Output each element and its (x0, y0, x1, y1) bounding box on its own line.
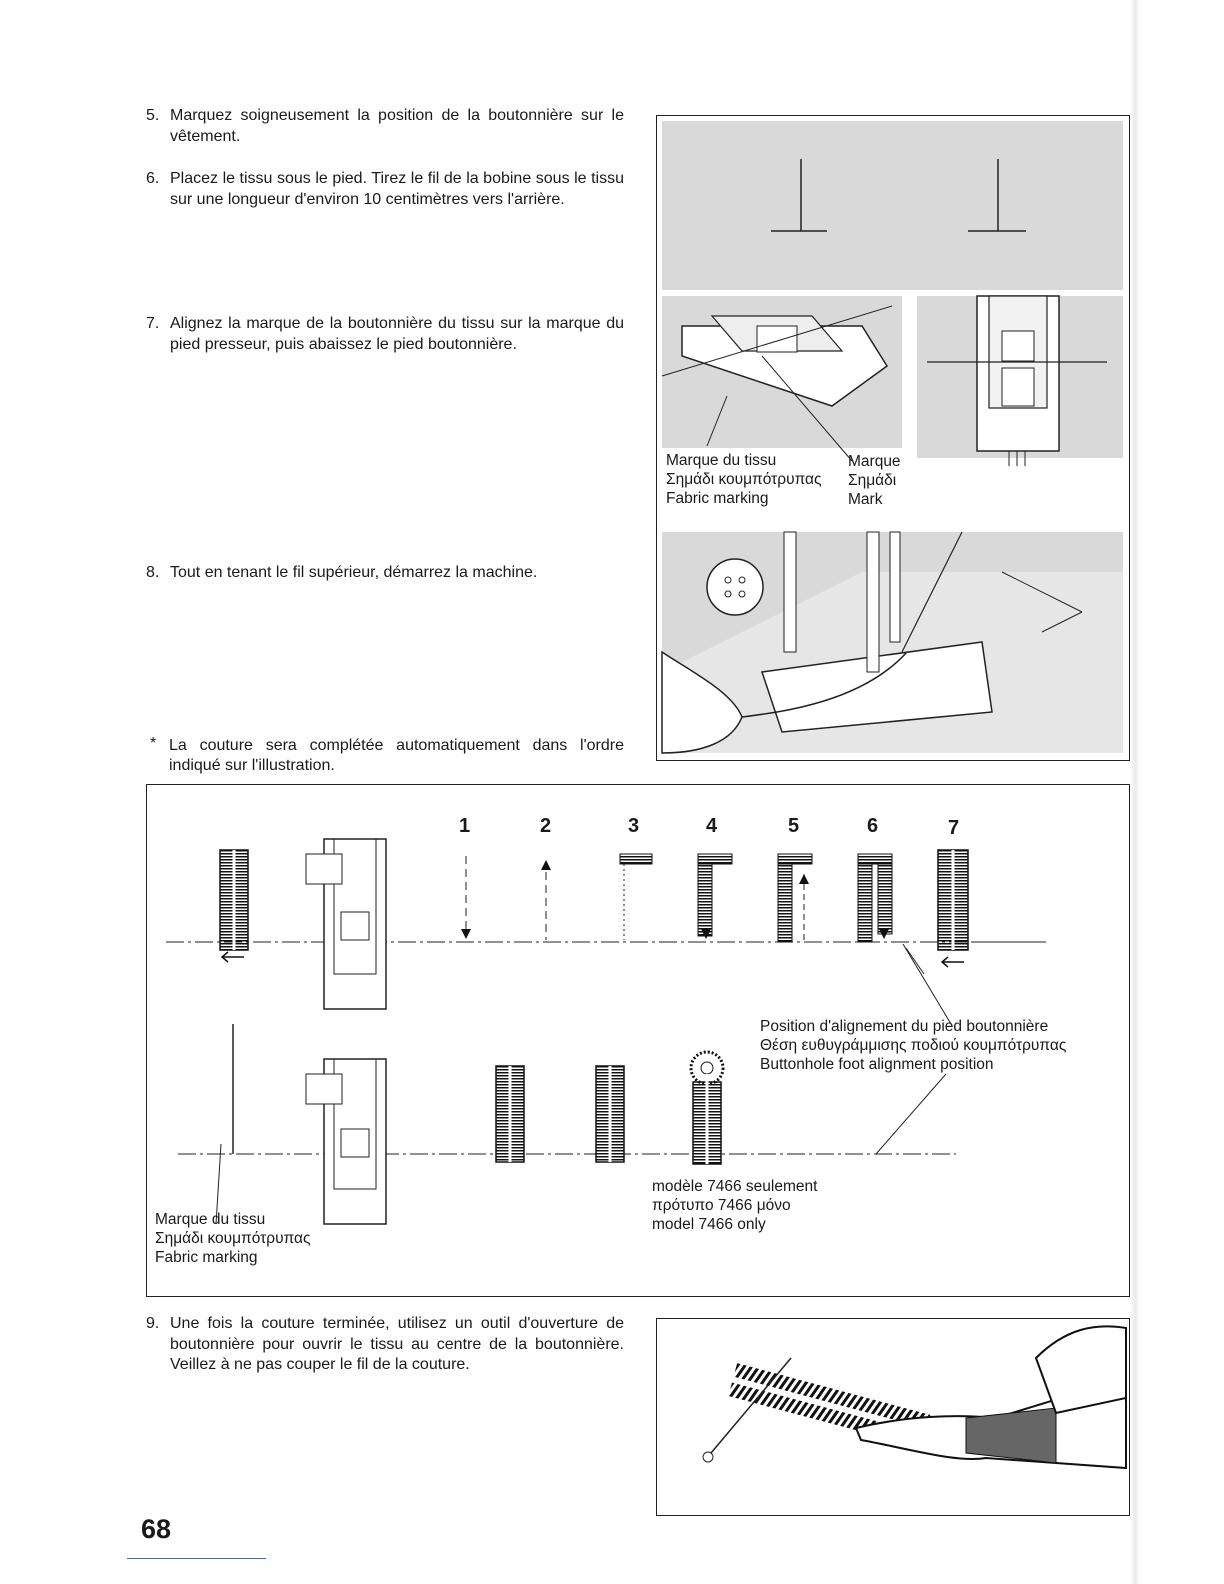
label-english: Mark (848, 491, 883, 508)
label-french: modèle 7466 seulement (652, 1178, 818, 1195)
step-text: Placez le tissu sous le pied. Tirez le fil de la bobine sous le tissu sur une longueur d'environ 10 centimètres vers l'arrière. (170, 170, 624, 208)
step-9 (146, 1314, 624, 1376)
label-greek: Σημάδι κουμπότρυπας (155, 1230, 311, 1247)
step-text: Tout en tenant le fil supérieur, démarrez la machine. (170, 564, 538, 581)
foot-top-view-illustration (917, 296, 1123, 458)
step-5 (146, 106, 624, 147)
model-only-label (652, 1177, 817, 1234)
sequence-step-number: 3 (628, 815, 640, 837)
page-edge-shadow (1130, 0, 1140, 1584)
note-asterisk: * (150, 735, 157, 752)
label-greek: Σημάδι (848, 472, 897, 489)
fabric-marking-label-diagram (155, 1210, 310, 1267)
label-greek: Θέση ευθυγράμμισης ποδιού κουμπότρυπας (760, 1037, 1067, 1054)
label-english: Fabric marking (666, 490, 769, 507)
step-number: 5. (146, 107, 160, 124)
step-text: Marquez soigneusement la position de la boutonnière sur le vêtement. (170, 107, 624, 145)
label-greek: Σημάδι κουμπότρυπας (666, 471, 822, 488)
alignment-position-label (760, 1017, 1066, 1074)
sequence-step-number: 4 (706, 815, 718, 837)
sequence-step-number: 5 (788, 815, 800, 837)
step-8 (146, 563, 624, 584)
sequence-step-number: 1 (459, 815, 471, 837)
sequence-step-number: 6 (867, 815, 879, 837)
seam-ripper-illustration (656, 1318, 1128, 1514)
presser-foot-illustration (662, 296, 902, 448)
label-french: Position d'alignement du pied boutonnière (760, 1018, 1049, 1035)
step-text: Une fois la couture terminée, utilisez un outil d'ouverture de boutonnière pour ouvrir le tissu au centre de la boutonnière. Veillez à ne pas couper le fil de la couture. (170, 1315, 624, 1373)
note-text: La couture sera complétée automatiquement dans l'ordre indiqué sur l'illustration. (169, 737, 624, 774)
step-text: Alignez la marque de la boutonnière du tissu sur la marque du pied presseur, puis abaissez le pied boutonnière. (170, 315, 624, 353)
sewing-machine-start-illustration (662, 532, 1123, 753)
label-english: model 7466 only (652, 1216, 766, 1233)
sequence-step-number: 7 (948, 817, 960, 839)
step-number: 7. (146, 315, 160, 332)
step-6 (146, 169, 624, 210)
fabric-mark-illustration (662, 121, 1123, 290)
label-french: Marque (848, 453, 901, 470)
automatic-sequence-note (150, 736, 624, 776)
sequence-step-number: 2 (540, 815, 552, 837)
step-7 (146, 314, 624, 355)
page-number: 68 (141, 1514, 172, 1544)
label-french: Marque du tissu (155, 1211, 266, 1228)
fabric-marking-label-step7 (666, 451, 821, 508)
label-greek: πρότυπο 7466 μόνο (652, 1197, 791, 1214)
step-number: 8. (146, 564, 160, 581)
label-french: Marque du tissu (666, 452, 777, 469)
footer-rule (127, 1558, 266, 1559)
step-number: 9. (146, 1315, 160, 1332)
label-english: Buttonhole foot alignment position (760, 1056, 994, 1073)
step-number: 6. (146, 170, 160, 187)
label-english: Fabric marking (155, 1249, 258, 1266)
mark-label-step7 (848, 452, 901, 509)
